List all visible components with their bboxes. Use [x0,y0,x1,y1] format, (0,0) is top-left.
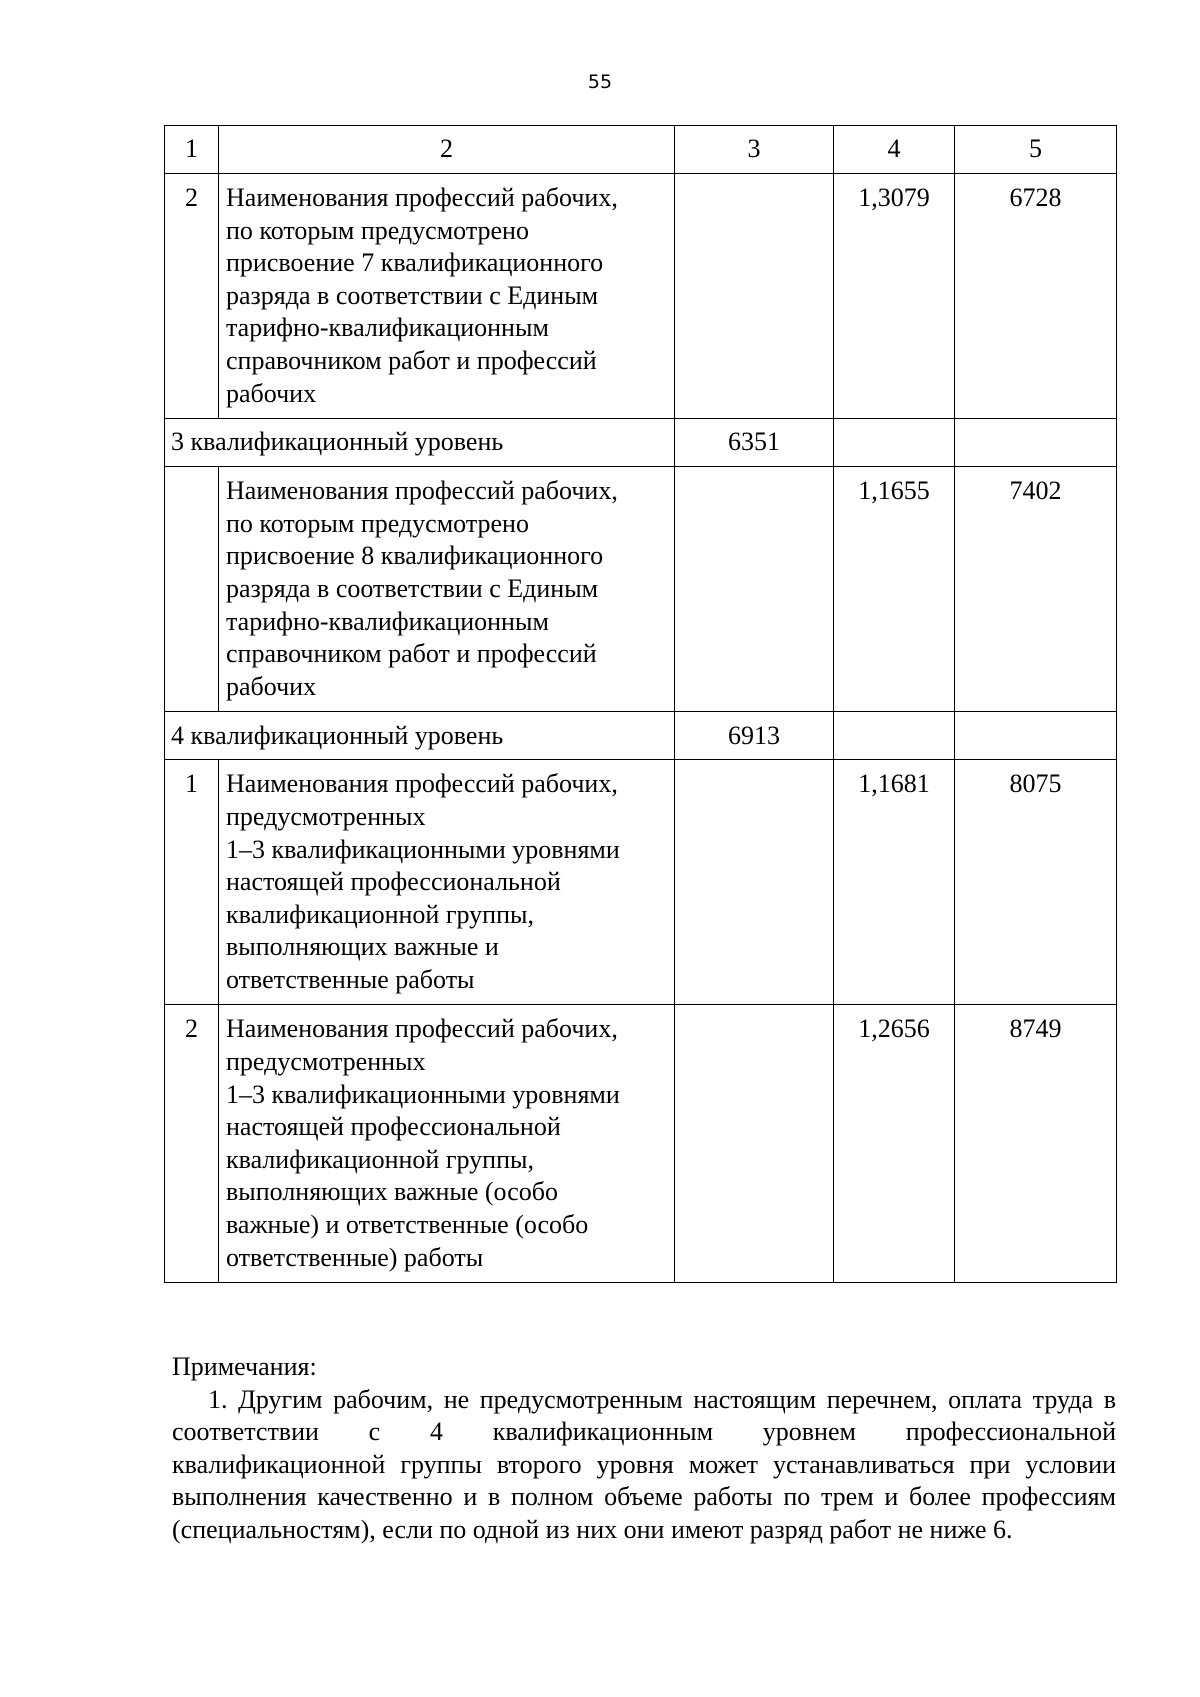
page-number: 55 [587,71,613,93]
coefficient-cell: 1,2656 [834,1005,955,1283]
salary-cell: 7402 [955,467,1117,712]
coefficient-cell: 1,3079 [834,174,955,419]
row-number-cell [165,467,219,712]
base-salary-cell [675,1005,834,1283]
level-title-cell: 3 квалификационный уровень [165,419,675,467]
notes-title: Примечания: [172,1352,317,1381]
empty-cell [834,419,955,467]
base-salary-cell [675,467,834,712]
base-salary-cell: 6913 [675,712,834,760]
profession-description-cell: Наименования профессий рабочих, по которым предусмотрено присвоение 8 квалификационного разряда в соответствии с Единым тарифно-квалификационным справочником работ и профессий рабочих [219,467,675,712]
row-number-cell: 2 [165,174,219,419]
table-row [165,760,1117,1005]
header-cell: 2 [219,126,675,174]
qualification-level-row [165,419,1117,467]
profession-description-cell: Наименования профессий рабочих, предусмотренных 1–3 квалификационными уровнями настоящей профессиональной квалификационной группы, выполняющих важные (особо важные) и ответственные (особо ответственные) работы [219,1005,675,1283]
note-item: 1. Другим рабочим, не предусмотренным настоящим перечнем, оплата труда в соответствии с 4 квалификационным уровнем профессиональной квалификационной группы второго уровня может устанавливаться при условии выполнения качественно и в полном объеме работы по трем и более профессиям (специальностям), если по одной из них они имеют разряд работ не ниже 6. [172,1384,1116,1544]
salary-cell: 8749 [955,1005,1117,1283]
salary-cell: 6728 [955,174,1117,419]
qualification-table [164,125,1117,1283]
table-header-row [165,126,1117,174]
table-row [165,467,1117,712]
empty-cell [955,419,1117,467]
header-cell: 1 [165,126,219,174]
table-row [165,174,1117,419]
coefficient-cell: 1,1681 [834,760,955,1005]
empty-cell [834,712,955,760]
base-salary-cell [675,760,834,1005]
coefficient-cell: 1,1655 [834,467,955,712]
header-cell: 4 [834,126,955,174]
base-salary-cell: 6351 [675,419,834,467]
base-salary-cell [675,174,834,419]
table-row [165,1005,1117,1283]
qualification-level-row [165,712,1117,760]
profession-description-cell: Наименования профессий рабочих, предусмотренных 1–3 квалификационными уровнями настоящей профессиональной квалификационной группы, выполняющих важные и ответственные работы [219,760,675,1005]
level-title-cell: 4 квалификационный уровень [165,712,675,760]
salary-cell: 8075 [955,760,1117,1005]
empty-cell [955,712,1117,760]
header-cell: 5 [955,126,1117,174]
header-cell: 3 [675,126,834,174]
profession-description-cell: Наименования профессий рабочих, по которым предусмотрено присвоение 7 квалификационного разряда в соответствии с Единым тарифно-квалификационным справочником работ и профессий рабочих [219,174,675,419]
row-number-cell: 1 [165,760,219,1005]
notes-section [172,1351,1116,1547]
row-number-cell: 2 [165,1005,219,1283]
